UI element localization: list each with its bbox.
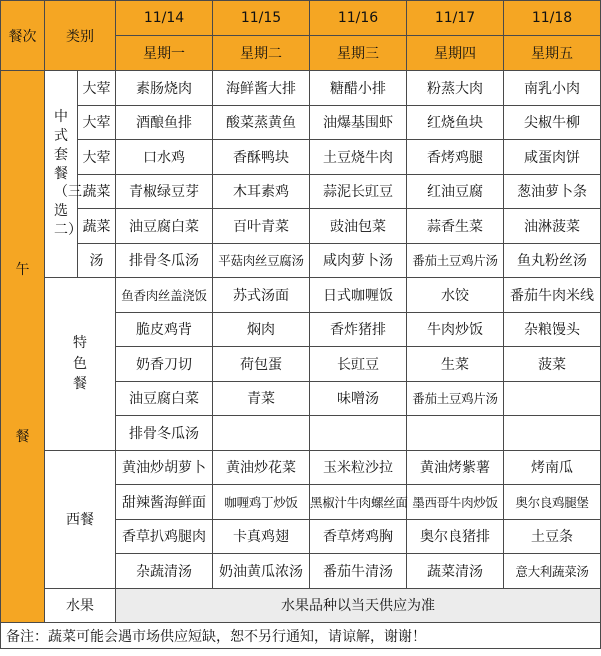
dish-cell: 牛肉炒饭 (407, 312, 504, 347)
dish-cell: 豉油包菜 (310, 209, 407, 244)
dish-cell: 甜辣酱海鲜面 (116, 485, 213, 520)
dish-cell: 荷包蛋 (213, 347, 310, 382)
dish-cell: 香炸猪排 (310, 312, 407, 347)
dish-cell: 味噌汤 (310, 381, 407, 416)
dish-cell: 墨西哥牛肉炒饭 (407, 485, 504, 520)
dish-cell: 生菜 (407, 347, 504, 382)
dish-cell: 青椒绿豆芽 (116, 174, 213, 209)
dish-cell: 百叶青菜 (213, 209, 310, 244)
dish-cell: 鱼丸粉丝汤 (504, 243, 601, 278)
dish-cell: 菠菜 (504, 347, 601, 382)
dish-type: 蔬菜 (78, 209, 116, 244)
dish-cell: 木耳素鸡 (213, 174, 310, 209)
dish-cell: 香烤鸡腿 (407, 140, 504, 175)
dish-cell: 杂粮馒头 (504, 312, 601, 347)
dish-cell: 油淋菠菜 (504, 209, 601, 244)
dish-cell: 香酥鸭块 (213, 140, 310, 175)
dish-cell: 番茄牛肉米线 (504, 278, 601, 313)
western-row (1, 450, 601, 485)
set-meal-row (1, 174, 601, 209)
dish-cell: 青菜 (213, 381, 310, 416)
date-header: 11/16 (310, 1, 407, 36)
date-header: 11/14 (116, 1, 213, 36)
dish-cell: 尖椒牛柳 (504, 105, 601, 140)
dish-cell (213, 416, 310, 451)
dish-cell: 焖肉 (213, 312, 310, 347)
fruit-note: 水果品种以当天供应为准 (116, 588, 601, 623)
set-meal-row (1, 140, 601, 175)
dish-cell: 咸蛋肉饼 (504, 140, 601, 175)
date-row (1, 1, 601, 36)
dish-cell: 奥尔良鸡腿堡 (504, 485, 601, 520)
dish-cell: 黄油炒花菜 (213, 450, 310, 485)
date-header: 11/17 (407, 1, 504, 36)
fruit-row (1, 588, 601, 623)
set-meal-row (1, 105, 601, 140)
dish-cell: 脆皮鸡背 (116, 312, 213, 347)
footer-row (1, 623, 601, 649)
special-meal-label: 特色餐 (45, 278, 116, 451)
dish-type: 蔬菜 (78, 174, 116, 209)
dish-cell: 香草扒鸡腿肉 (116, 519, 213, 554)
dish-cell: 酸菜蒸黄鱼 (213, 105, 310, 140)
lunch-label (1, 71, 45, 623)
dish-cell: 油爆基围虾 (310, 105, 407, 140)
dish-cell: 海鲜酱大排 (213, 71, 310, 106)
lunch-label-bottom: 餐 (15, 428, 30, 445)
dish-cell: 咸肉萝卜汤 (310, 243, 407, 278)
set-meal-label: 中式套餐（三选二） (45, 71, 78, 278)
dish-cell: 奶香刀切 (116, 347, 213, 382)
dish-cell: 土豆条 (504, 519, 601, 554)
dish-type: 大荤 (78, 105, 116, 140)
western-meal-label: 西餐 (45, 450, 116, 588)
dish-cell: 水饺 (407, 278, 504, 313)
date-header: 11/15 (213, 1, 310, 36)
set-meal-row (1, 243, 601, 278)
dish-cell: 排骨冬瓜汤 (116, 243, 213, 278)
dish-cell: 口水鸡 (116, 140, 213, 175)
dish-cell (310, 416, 407, 451)
dish-cell: 粉蒸大肉 (407, 71, 504, 106)
dish-cell: 黄油炒胡萝卜 (116, 450, 213, 485)
lunch-label-top: 午 (15, 261, 30, 278)
dish-cell: 奶油黄瓜浓汤 (213, 554, 310, 589)
dish-cell: 蔬菜清汤 (407, 554, 504, 589)
dish-cell: 意大利蔬菜汤 (504, 554, 601, 589)
weekday-header: 星期二 (213, 36, 310, 71)
dish-cell: 玉米粒沙拉 (310, 450, 407, 485)
dish-cell: 香草烤鸡胸 (310, 519, 407, 554)
dish-cell: 日式咖喱饭 (310, 278, 407, 313)
dish-cell: 土豆烧牛肉 (310, 140, 407, 175)
weekday-header: 星期一 (116, 36, 213, 71)
dish-cell: 鱼香肉丝盖浇饭 (116, 278, 213, 313)
dish-cell: 咖喱鸡丁炒饭 (213, 485, 310, 520)
dish-cell: 酒酿鱼排 (116, 105, 213, 140)
dish-cell: 蒜泥长豇豆 (310, 174, 407, 209)
fruit-label: 水果 (45, 588, 116, 623)
set-meal-row (1, 209, 601, 244)
special-row (1, 278, 601, 313)
dish-cell: 蒜香生菜 (407, 209, 504, 244)
date-header: 11/18 (504, 1, 601, 36)
dish-cell: 奥尔良猪排 (407, 519, 504, 554)
dish-cell: 烤南瓜 (504, 450, 601, 485)
category-column-header: 类别 (45, 1, 116, 71)
dish-cell: 黑椒汁牛肉螺丝面 (310, 485, 407, 520)
dish-cell: 南乳小肉 (504, 71, 601, 106)
dish-cell (504, 416, 601, 451)
dish-cell: 苏式汤面 (213, 278, 310, 313)
dish-type: 大荤 (78, 140, 116, 175)
dish-type: 汤 (78, 243, 116, 278)
dish-cell: 卡真鸡翅 (213, 519, 310, 554)
dish-cell: 红油豆腐 (407, 174, 504, 209)
dish-cell: 排骨冬瓜汤 (116, 416, 213, 451)
dish-cell: 油豆腐白菜 (116, 381, 213, 416)
weekday-header: 星期四 (407, 36, 504, 71)
meal-column-header: 餐次 (1, 1, 45, 71)
dish-cell: 糖醋小排 (310, 71, 407, 106)
set-meal-row (1, 71, 601, 106)
dish-cell: 平菇肉丝豆腐汤 (213, 243, 310, 278)
dish-type: 大荤 (78, 71, 116, 106)
dish-cell (407, 416, 504, 451)
weekday-header: 星期三 (310, 36, 407, 71)
footer-note: 备注：蔬菜可能会遇市场供应短缺，恕不另行通知，请谅解，谢谢！ (1, 623, 601, 649)
dish-cell: 番茄土豆鸡片汤 (407, 381, 504, 416)
dish-cell: 长豇豆 (310, 347, 407, 382)
dish-cell: 葱油萝卜条 (504, 174, 601, 209)
dish-cell: 黄油烤紫薯 (407, 450, 504, 485)
dish-cell: 番茄牛清汤 (310, 554, 407, 589)
dish-cell: 素肠烧肉 (116, 71, 213, 106)
dish-cell: 番茄土豆鸡片汤 (407, 243, 504, 278)
weekday-header: 星期五 (504, 36, 601, 71)
dish-cell: 红烧鱼块 (407, 105, 504, 140)
dish-cell (504, 381, 601, 416)
dish-cell: 油豆腐白菜 (116, 209, 213, 244)
dish-cell: 杂蔬清汤 (116, 554, 213, 589)
